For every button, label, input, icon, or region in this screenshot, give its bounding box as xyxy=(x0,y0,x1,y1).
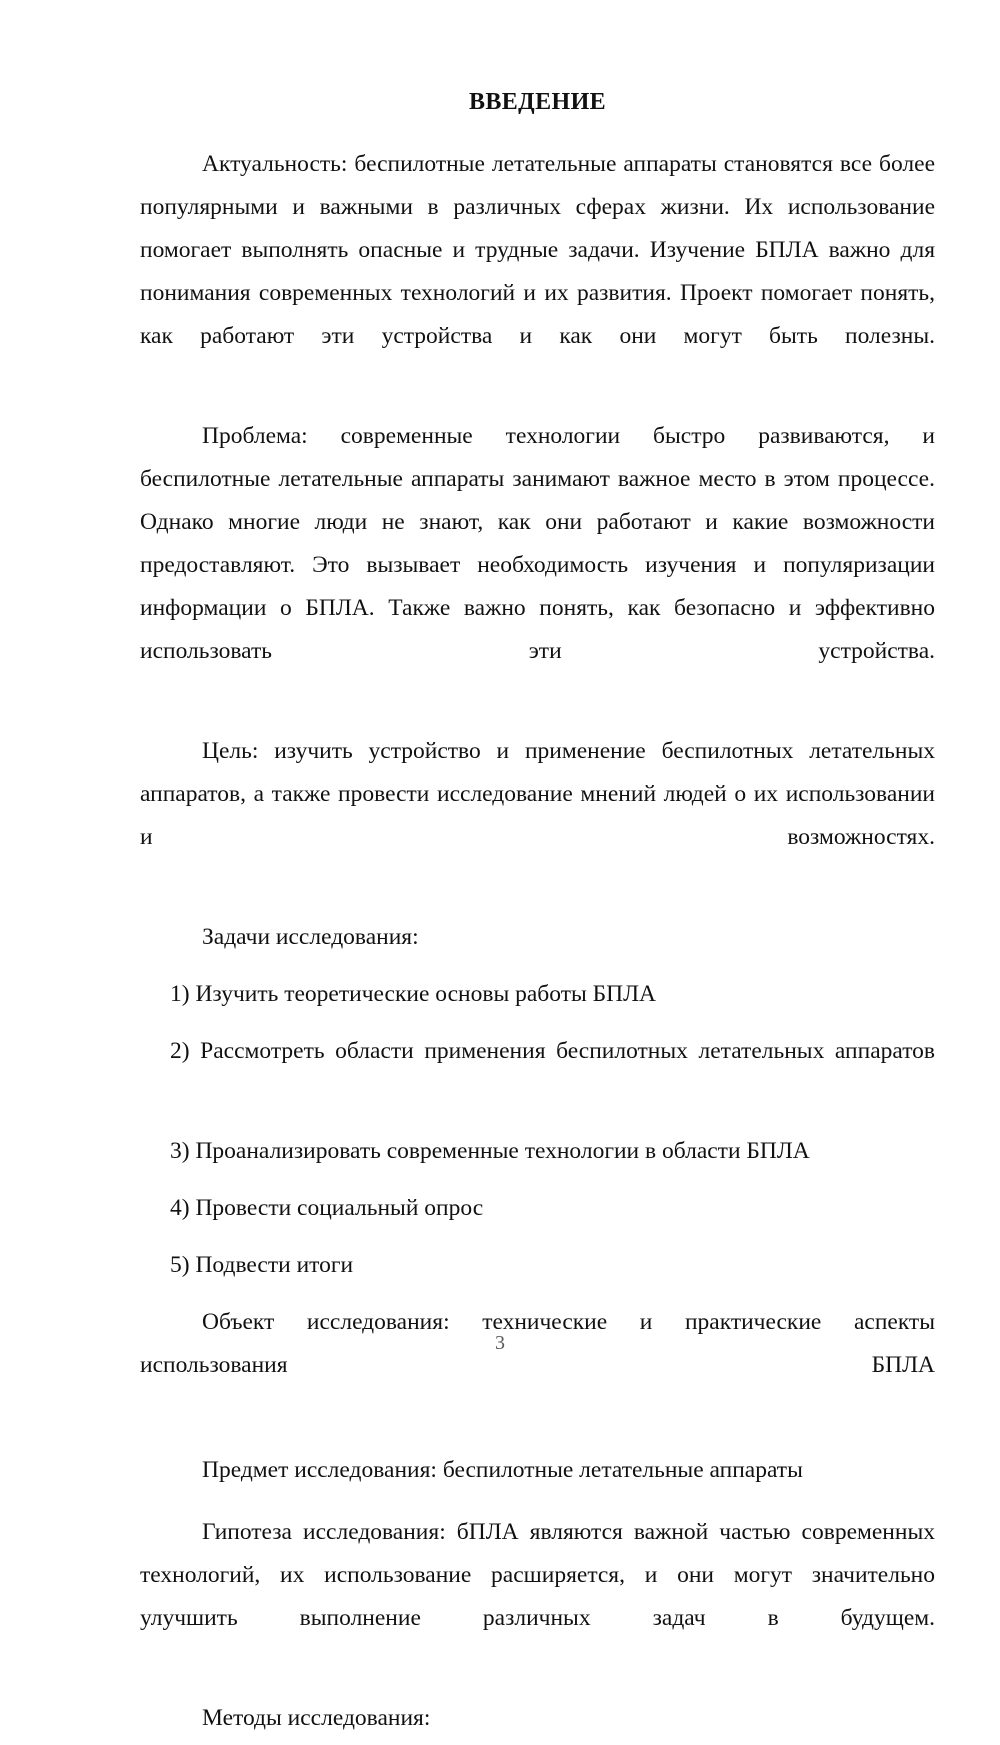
paragraph-relevance: Актуальность: беспилотные летательные аппараты становятся все более популярными и важными в различных сферах жизни. Их использование помогает выполнять опасные и трудные задачи. Изучение БПЛА важно для понимания современных технологий и их развития. Проект помогает понять, как работают эти устройства и как они могут быть полезны. xyxy=(140,150,935,349)
paragraph-goal: Цель: изучить устройство и применение беспилотных летательных аппаратов, а также провести исследование мнений людей о их использовании и возможностях. xyxy=(140,737,935,850)
document-body xyxy=(140,88,935,1745)
paragraph-gap xyxy=(140,406,935,415)
paragraph-gap xyxy=(140,907,935,916)
list-item: 1) Изучить теоретические основы работы БПЛА xyxy=(170,980,656,1007)
paragraph-gap xyxy=(140,964,935,973)
paragraph-problem: Проблема: современные технологии быстро развиваются, и беспилотные летательные аппараты занимают важное место в этом процессе. Однако многие люди не знают, как они работают и какие возможности предоставляют. Это вызывает необходимость изучения и популяризации информации о БПЛА. Также важно понять, как безопасно и эффективно использовать эти устройства. xyxy=(140,422,935,664)
list-item: 3) Проанализировать современные технологии в области БПЛА xyxy=(170,1137,810,1164)
list-item: 2) Рассмотреть области применения беспилотных летательных аппаратов xyxy=(170,1037,935,1064)
paragraph-gap xyxy=(140,721,935,730)
paragraph-gap xyxy=(140,1178,935,1187)
paragraph-hypothesis: Гипотеза исследования: бПЛА являются важной частью современных технологий, их использование расширяется, и они могут значительно улучшить выполнение различных задач в будущем. xyxy=(140,1518,935,1631)
page-number: 3 xyxy=(495,1332,505,1354)
paragraph-gap xyxy=(140,1292,935,1301)
tasks-heading: Задачи исследования: xyxy=(202,923,419,950)
paragraph-gap xyxy=(140,1435,935,1449)
list-item: 5) Подвести итоги xyxy=(170,1251,354,1278)
paragraph-subject: Предмет исследования: беспилотные летательные аппараты xyxy=(202,1456,803,1483)
paragraph-gap xyxy=(140,1121,935,1130)
list-item: 4) Провести социальный опрос xyxy=(170,1194,484,1221)
page-title: ВВЕДЕНИЕ xyxy=(468,89,607,115)
paragraph-object: Объект исследования: технические и практические аспекты использования БПЛА xyxy=(140,1308,935,1378)
paragraph-gap xyxy=(140,1497,935,1511)
paragraph-gap xyxy=(140,1688,935,1697)
paragraph-gap xyxy=(140,1021,935,1030)
methods-heading: Методы исследования: xyxy=(202,1704,431,1731)
paragraph-gap xyxy=(140,1235,935,1244)
